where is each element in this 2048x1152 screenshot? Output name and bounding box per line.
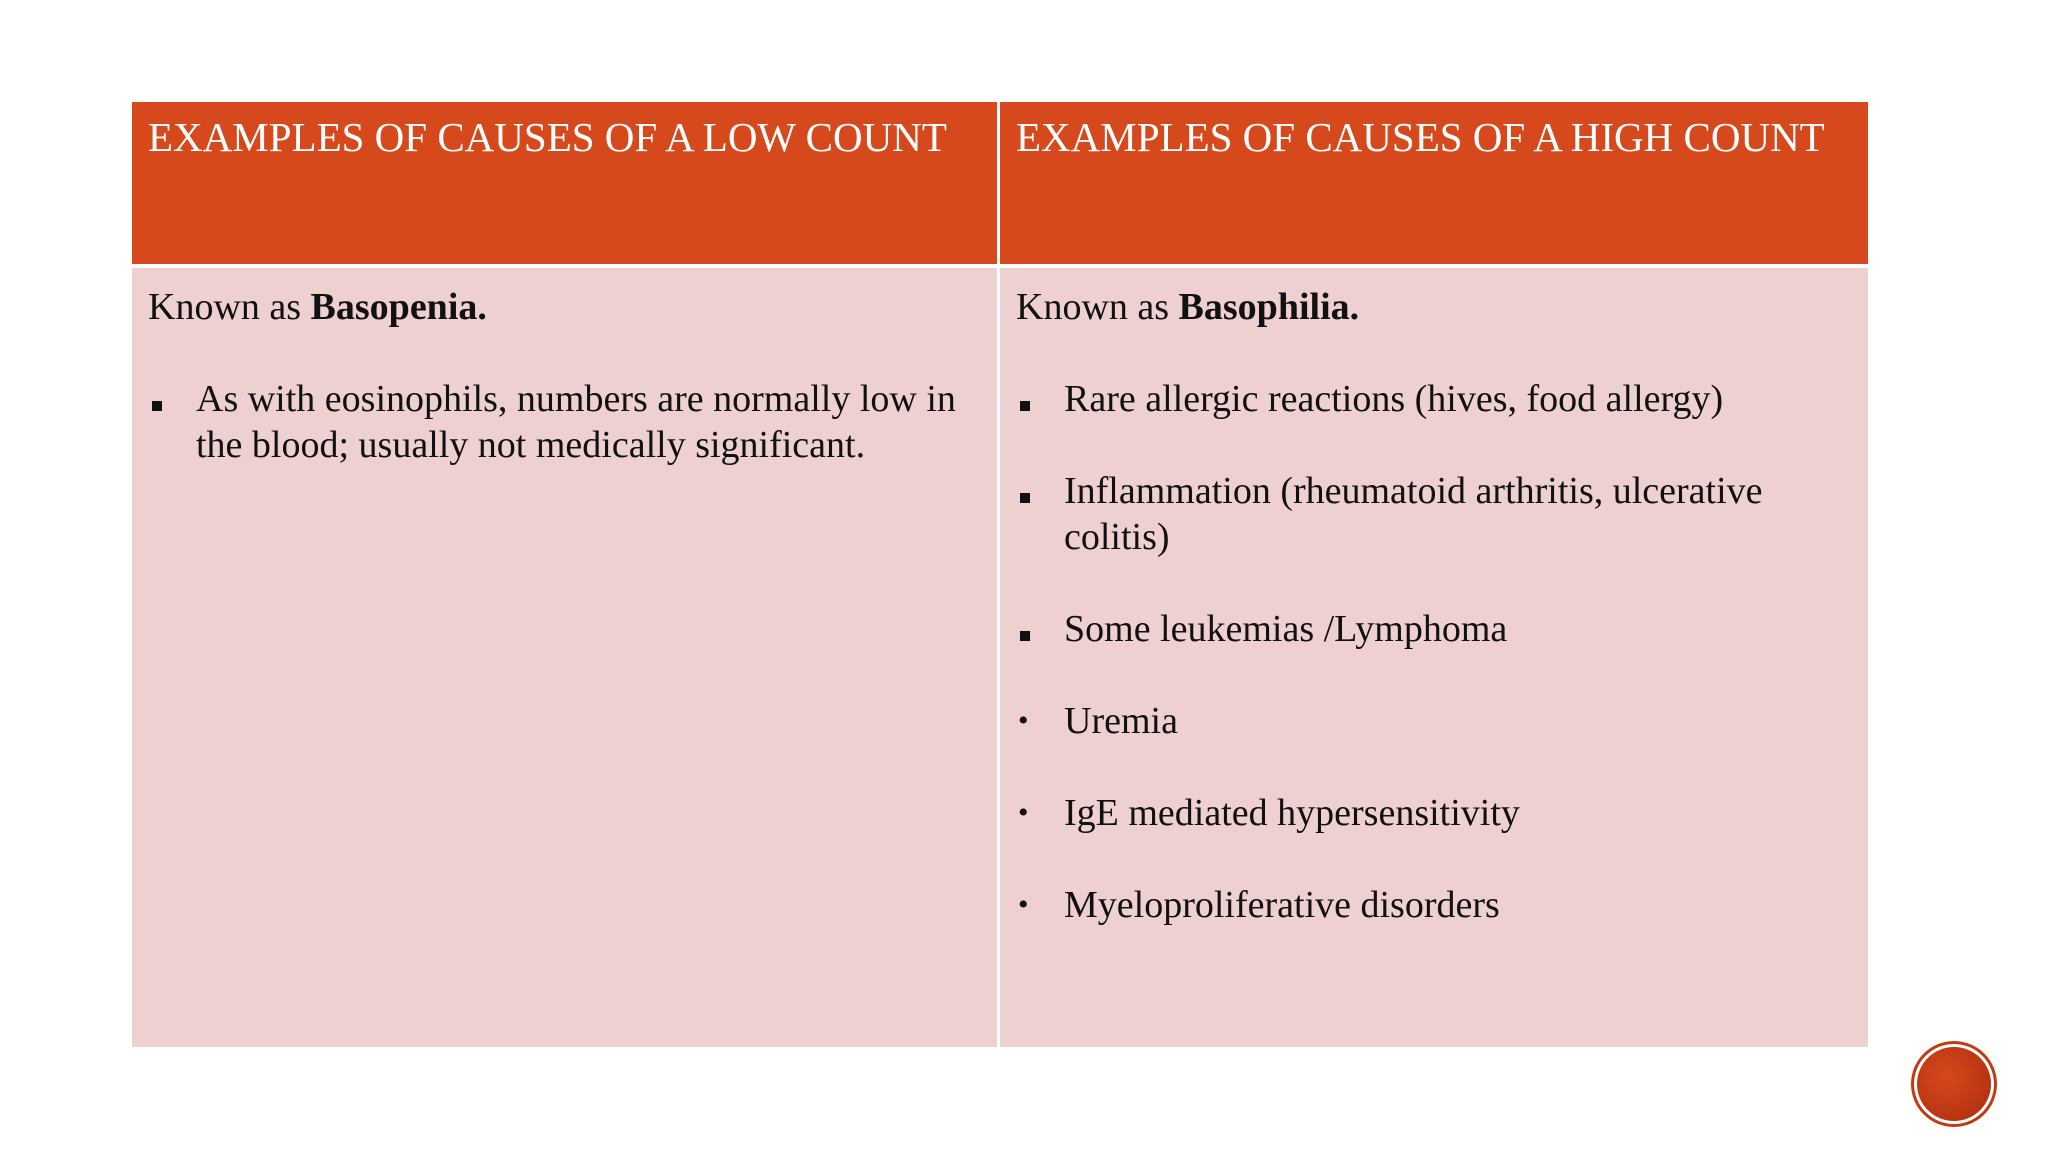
list-item [1016, 468, 1852, 560]
low-known-prefix: Known as [148, 286, 311, 328]
high-count-cell [1000, 268, 1868, 1047]
high-known-term: Basophilia. [1178, 286, 1360, 328]
list-item-text: IgE mediated hypersensitivity [1064, 792, 1520, 834]
list-item-text: Some leukemias /Lymphoma [1064, 608, 1508, 650]
low-known-term: Basopenia. [310, 286, 487, 328]
list-item [1016, 376, 1852, 422]
header-low-count: EXAMPLES OF CAUSES OF A LOW COUNT [132, 102, 1000, 268]
list-item [148, 376, 981, 468]
list-item-text: Rare allergic reactions (hives, food allergy) [1064, 378, 1724, 420]
square-bullet-icon [1018, 468, 1048, 514]
slide-badge-icon [1917, 1047, 1991, 1121]
dot-bullet-icon: • [1018, 796, 1029, 829]
high-causes-list [1016, 376, 1852, 928]
header-high-count: EXAMPLES OF CAUSES OF A HIGH COUNT [1000, 102, 1868, 268]
dot-bullet-icon: • [1018, 704, 1029, 737]
high-known-as [1016, 284, 1852, 330]
low-causes-list [148, 376, 981, 468]
high-known-prefix: Known as [1016, 286, 1179, 328]
square-bullet-icon [1018, 606, 1048, 652]
low-known-as [148, 284, 981, 330]
list-item [1016, 606, 1852, 652]
list-item-text: Myeloproliferative disorders [1064, 884, 1500, 926]
list-item [1016, 882, 1852, 928]
list-item [1016, 698, 1852, 744]
low-count-cell [132, 268, 1000, 1047]
list-item-text: As with eosinophils, numbers are normally low in the blood; usually not medically significant. [196, 378, 956, 466]
square-bullet-icon [150, 376, 180, 422]
list-item-text: Uremia [1064, 700, 1178, 742]
list-item-text: Inflammation (rheumatoid arthritis, ulcerative colitis) [1064, 470, 1763, 558]
square-bullet-icon [1018, 376, 1048, 422]
list-item [1016, 790, 1852, 836]
dot-bullet-icon: • [1018, 888, 1029, 921]
causes-table [132, 102, 1868, 1047]
